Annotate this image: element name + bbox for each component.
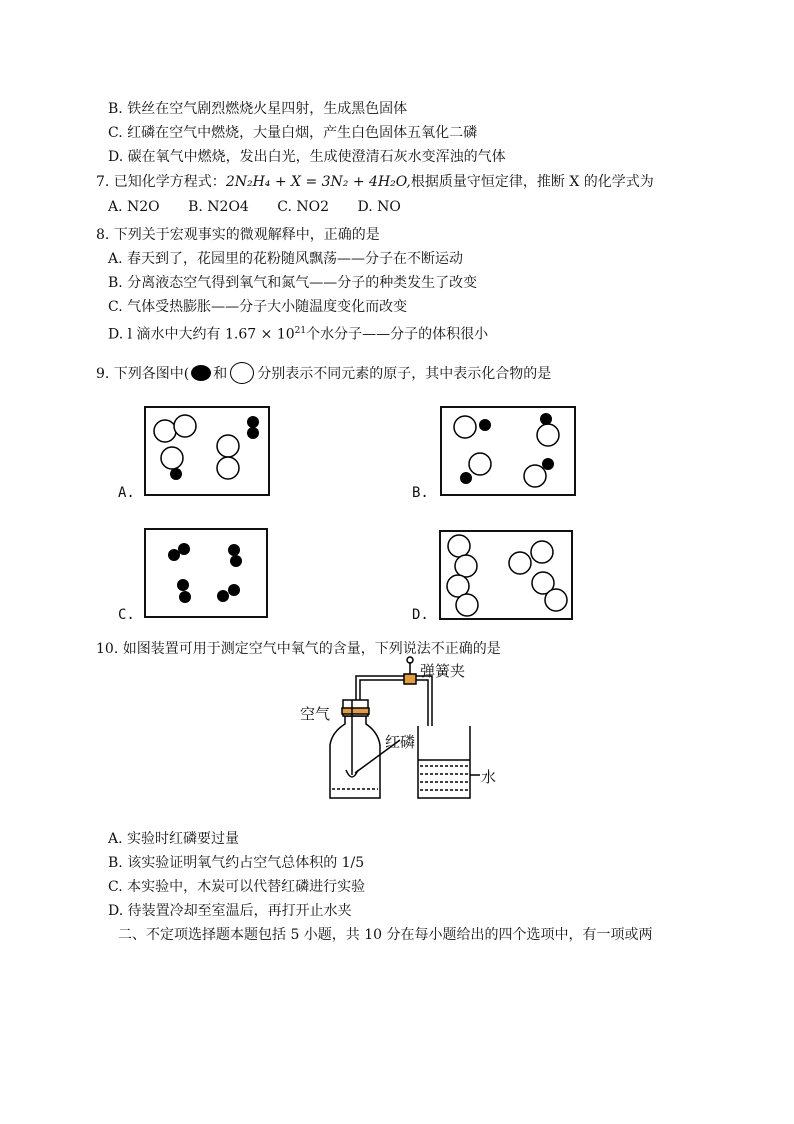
- q10-option-d: D. 待装置冷却至室温后，再打开止水夹: [108, 903, 352, 919]
- q10-stem: 10. 如图装置可用于测定空气中氧气的含量，下列说法不正确的是: [96, 641, 501, 657]
- q7-option-d: D. NO: [357, 199, 401, 215]
- q6-option-b: B. 铁丝在空气剧烈燃烧火星四射，生成黑色固体: [108, 101, 408, 117]
- label-spring-clip: 弹簧夹: [420, 662, 466, 680]
- q9-a-mixed-molecule: [161, 447, 183, 469]
- q9-label-b: B.: [412, 485, 429, 501]
- q7-suffix: 根据质量守恒定律，推断 X 的化学式为: [410, 174, 654, 190]
- label-red-phosphorus: 红磷: [385, 733, 416, 751]
- q7-prefix: 7. 已知化学方程式：: [96, 174, 226, 190]
- q7-option-c: C. NO2: [277, 199, 330, 215]
- q8-option-d-post: 个水分子——分子的体积很小: [306, 326, 489, 343]
- q10-option-c: C. 本实验中，木炭可以代替红磷进行实验: [108, 879, 366, 895]
- q8-option-b: B. 分离液态空气得到氧气和氮气——分子的种类发生了改变: [108, 275, 478, 291]
- q8-option-a: A. 春天到了，花园里的花粉随风飘荡——分子在不断运动: [108, 251, 464, 267]
- q7-option-b: B. N2O4: [188, 199, 249, 215]
- q9-post: 分别表示不同元素的原子，其中表示化合物的是: [257, 366, 552, 382]
- q6-option-c: C. 红磷在空气中燃烧，大量白烟，产生白色固体五氧化二磷: [108, 125, 478, 141]
- q9-label-c: C.: [118, 607, 135, 623]
- q7-equation: 2N₂H₄ + X = 3N₂ + 4H₂O,: [225, 174, 411, 190]
- q8-option-d-number: 1.67 × 10: [225, 326, 295, 343]
- q7-option-a: A. N2O: [108, 199, 160, 215]
- q8-option-c: C. 气体受热膨胀——分子大小随温度变化而改变: [108, 299, 408, 315]
- q9-label-a: A.: [118, 485, 135, 501]
- q10-option-a: A. 实验时红磷要过量: [108, 831, 240, 847]
- q8-option-d-pre: D. l 滴水中大约有: [108, 326, 221, 343]
- q9-a-white-pair: [154, 415, 196, 442]
- q8-option-d-exponent: 21: [294, 326, 307, 336]
- q10-option-b: B. 该实验证明氧气约占空气总体积的 1/5: [108, 855, 365, 871]
- label-water: 水: [481, 768, 497, 786]
- section-2-heading: 二、不定项选择题本题包括 5 小题，共 10 分在每小题给出的四个选项中，有一项或两: [118, 927, 653, 943]
- q8-stem: 8. 下列关于宏观事实的微观解释中，正确的是: [96, 227, 380, 243]
- q6-option-d: D. 碳在氧气中燃烧，发出白光，生成使澄清石灰水变浑浊的气体: [108, 149, 506, 165]
- q9-a-white-pair-2: [217, 435, 239, 479]
- label-air: 空气: [300, 705, 331, 723]
- q9-label-d: D.: [412, 607, 429, 623]
- q9-mid: 和: [213, 366, 228, 382]
- q9-pre: 9. 下列各图中(: [96, 366, 190, 382]
